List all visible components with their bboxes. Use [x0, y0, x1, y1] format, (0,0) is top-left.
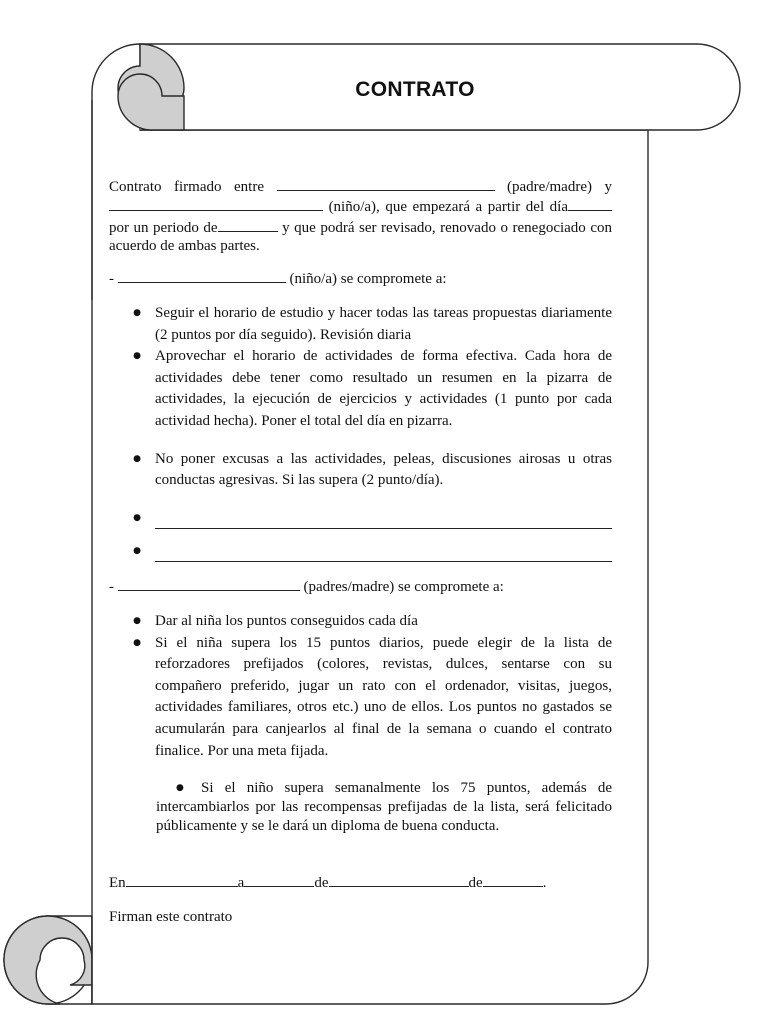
list-item-text: Dar al niña los puntos conseguidos cada día	[155, 613, 418, 629]
start-day-blank[interactable]	[568, 196, 612, 211]
list-item-text: No poner excusas a las actividades, peleas, discusiones airosas u otras conductas agresivas. Si las supera (2 punto/día).	[155, 450, 612, 489]
parent-commitment-heading	[109, 576, 612, 596]
signature-line: Firman este contrato	[109, 909, 233, 925]
bullet-icon: ●	[133, 308, 141, 318]
intro-text-5: y que podrá ser revisado, renovado o renegociado con acuerdo de ambas partes.	[109, 219, 612, 254]
child-heading-blank[interactable]	[118, 268, 286, 283]
list-item-text: Seguir el horario de estudio y hacer todas las tareas propuestas diariamente (2 puntos por día seguido). Revisión diaria	[155, 305, 612, 343]
bullet-icon: ●	[176, 783, 184, 793]
intro-text-2: (padre/madre) y	[507, 179, 612, 195]
weekly-bonus-paragraph	[156, 779, 612, 836]
place-date-line	[109, 872, 612, 892]
list-item	[109, 449, 612, 492]
day-label: a	[237, 875, 245, 891]
year-label: de	[468, 875, 483, 891]
list-item	[109, 633, 612, 763]
parent-heading-dash: -	[109, 579, 114, 595]
year-blank[interactable]	[483, 872, 543, 887]
list-item	[109, 611, 612, 633]
intro-text-1: Contrato firmado entre	[109, 179, 264, 195]
parent-heading-label: (padres/madre) se compromete a:	[303, 579, 504, 595]
bullet-icon: ●	[133, 453, 141, 464]
intro-text-4: por un periodo de	[109, 219, 218, 236]
place-blank[interactable]	[126, 872, 238, 887]
period-blank[interactable]	[218, 217, 278, 232]
list-item	[109, 303, 612, 346]
parent-commitment-list	[109, 611, 612, 762]
bullet-icon: ●	[133, 637, 141, 648]
contract-title: CONTRATO	[355, 78, 475, 101]
day-blank[interactable]	[244, 872, 314, 887]
list-item	[109, 346, 612, 432]
extra-commitment-blank[interactable]	[155, 541, 612, 562]
bullet-icon: ●	[133, 351, 141, 362]
intro-text-3: (niño/a), que empezará a partir del día	[328, 199, 569, 216]
extra-commitment-blank[interactable]	[155, 508, 612, 529]
month-blank[interactable]	[329, 872, 469, 887]
place-label: En	[109, 875, 126, 891]
list-item-blank	[109, 541, 612, 562]
child-heading-label: (niño/a) se compromete a:	[289, 271, 447, 287]
bullet-icon: ●	[133, 512, 141, 523]
child-name-blank[interactable]	[109, 196, 323, 211]
parent-name-blank[interactable]	[277, 176, 495, 191]
list-item-text: Aprovechar el horario de actividades de forma efectiva. Cada hora de actividades debe tener como resultado un resumen en la pizarra de actividades, la ejecución de ejercicios y actividades (1 punto por cada actividad hecha). Poner el total del día en pizarra.	[155, 348, 612, 429]
child-commitment-list	[109, 303, 612, 562]
bullet-icon: ●	[133, 545, 141, 556]
child-commitment-heading	[109, 268, 612, 288]
parent-heading-blank[interactable]	[118, 576, 300, 591]
weekly-bonus-text: Si el niño supera semanalmente los 75 puntos, además de intercambiarlos por las recompensas prefijadas de la lista, será felicitado públicamente y se le dará un diploma de buena conducta.	[156, 780, 612, 834]
list-item-text: Si el niña supera los 15 puntos diarios, puede elegir de la lista de reforzadores prefijados (colores, revistas, dulces, sentarse con su compañero preferido, jugar un rato con el ordenador, visitas, juegos, actividades familiares, otros etc.) uno de ellos. Los puntos no gastados se acumularán para canjearlos al final de la semana o cuando el contrato finalice. Por una meta fijada.	[155, 634, 612, 759]
bullet-icon: ●	[133, 616, 141, 626]
month-label: de	[314, 875, 329, 891]
place-date-end: .	[542, 875, 547, 891]
child-heading-dash: -	[109, 271, 114, 287]
intro-paragraph	[109, 176, 612, 255]
list-item-blank	[109, 508, 612, 529]
